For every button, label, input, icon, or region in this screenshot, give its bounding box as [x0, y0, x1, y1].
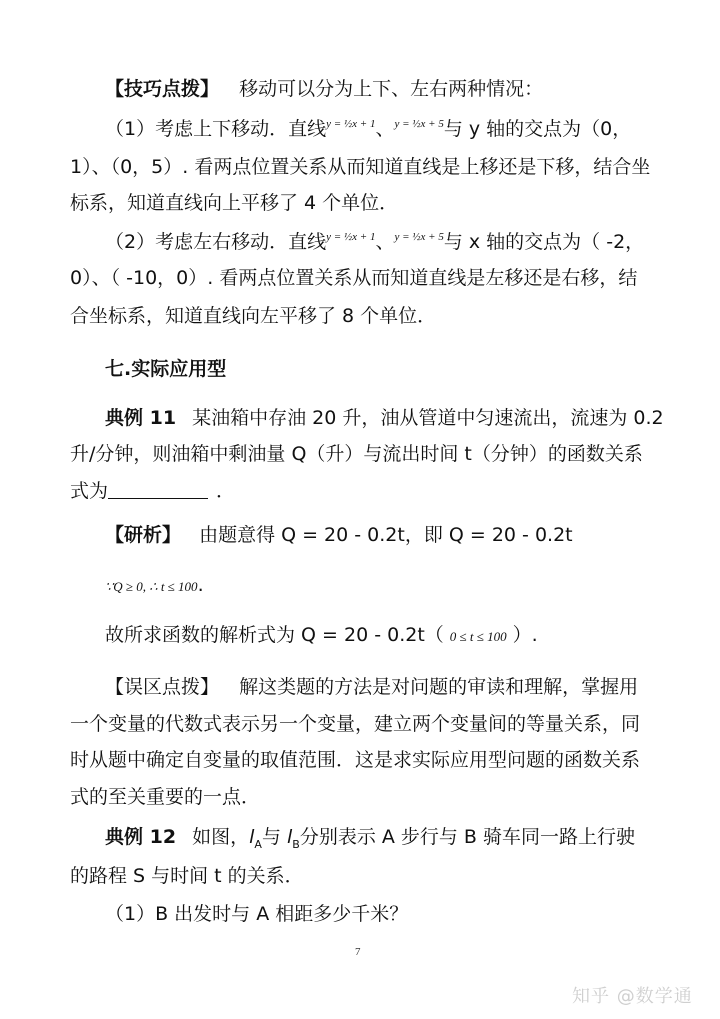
tips-p2-start: （2）考虑左右移动．直线: [105, 231, 327, 253]
mistake-line3: 时从题中确定自变量的取值范围．这是求实际应用型问题的函数关系: [70, 749, 641, 771]
example12-question1: （1）B 出发时与 A 相距多少千米？: [105, 903, 409, 925]
example11-line3: [70, 478, 235, 504]
line-lB: l: [286, 826, 293, 848]
mistake-label: 【误区点拨】: [105, 676, 220, 698]
example12-line1: [105, 824, 635, 853]
separator: 、: [375, 118, 395, 140]
example11-line2: 升/分钟，则油箱中剩油量 Q（升）与流出时间 t（分钟）的函数关系: [70, 443, 643, 465]
line-lA-sub: A: [254, 838, 262, 851]
example11-prefix: 式为: [70, 480, 109, 502]
condition-math: ∵Q ≥ 0, ∴ t ≤ 100: [105, 579, 198, 594]
example11-text: 某油箱中存油 20 升，油从管道中匀速流出，流速为 0.2: [192, 407, 664, 429]
answer-prefix: 故所求函数的解析式为 Q = 20 - 0.2t（: [105, 624, 444, 646]
answer-range: 0 ≤ t ≤ 100: [449, 629, 507, 644]
equation-2: y = ½x + 5: [394, 231, 444, 243]
example12-text-c: 分别表示 A 步行与 B 骑车同一路上行驶: [299, 826, 636, 848]
example11-line1: [105, 405, 664, 431]
analysis-condition: [105, 572, 204, 600]
watermark: 知乎 @数学通: [572, 986, 693, 1007]
tips-heading: [105, 76, 543, 102]
analysis-line: [105, 522, 573, 548]
analysis-label: 【研析】: [105, 524, 182, 546]
equation-2: y = ½x + 5: [394, 118, 444, 130]
example11-label: 典例 11: [105, 407, 177, 429]
equation-1: y = ½x + 1: [326, 231, 376, 243]
example12-line2: 的路程 S 与时间 t 的关系．: [70, 865, 304, 887]
example12-text-b: 与: [261, 826, 287, 848]
tips-p2-end: 与 x 轴的交点为（ -2，: [443, 231, 645, 253]
example12-text-a: 如图，: [192, 826, 250, 848]
example11-suffix: ．: [216, 480, 236, 502]
equation-1: y = ½x + 1: [326, 118, 376, 130]
mistake-line2: 一个变量的代数式表示另一个变量，建立两个变量间的等量关系，同: [70, 713, 641, 735]
page-number: 7: [355, 946, 361, 958]
line-lB-sub: B: [292, 838, 300, 851]
analysis-answer: [105, 622, 538, 650]
answer-suffix: ）.: [512, 624, 538, 646]
tips-p2-line1: [105, 229, 644, 258]
answer-blank: [108, 480, 208, 499]
mistake-line1: [105, 674, 638, 700]
example12-label: 典例 12: [105, 826, 177, 848]
tips-p1-line1: [105, 116, 631, 145]
tips-p2-line2: 0）、（ -10，0）. 看两点位置关系从而知道直线是左移还是右移，结: [70, 267, 638, 289]
tips-p1-start: （1）考虑上下移动．直线: [105, 118, 327, 140]
tips-p1-line2: 1）、（0，5）. 看两点位置关系从而知道直线是上移还是下移，结合坐: [70, 156, 651, 178]
tips-p2-line3: 合坐标系，知道直线向左平移了 8 个单位．: [70, 305, 437, 327]
separator: 、: [375, 231, 395, 253]
tips-p1-line3: 标系，知道直线向上平移了 4 个单位．: [70, 192, 399, 214]
tips-label: 【技巧点拨】: [105, 78, 220, 100]
mistake-line4: 式的至关重要的一点．: [70, 786, 261, 808]
tips-intro: 移动可以分为上下、左右两种情况：: [239, 78, 544, 100]
condition-end: .: [197, 574, 204, 596]
tips-p1-end: 与 y 轴的交点为（0，: [443, 118, 632, 140]
line-lA: l: [249, 826, 255, 848]
section-title: 七.实际应用型: [105, 358, 227, 380]
mistake-text: 解这类题的方法是对问题的审读和理解，掌握用: [239, 676, 639, 698]
analysis-text: 由题意得 Q = 20 - 0.2t，即 Q = 20 - 0.2t: [199, 524, 573, 546]
